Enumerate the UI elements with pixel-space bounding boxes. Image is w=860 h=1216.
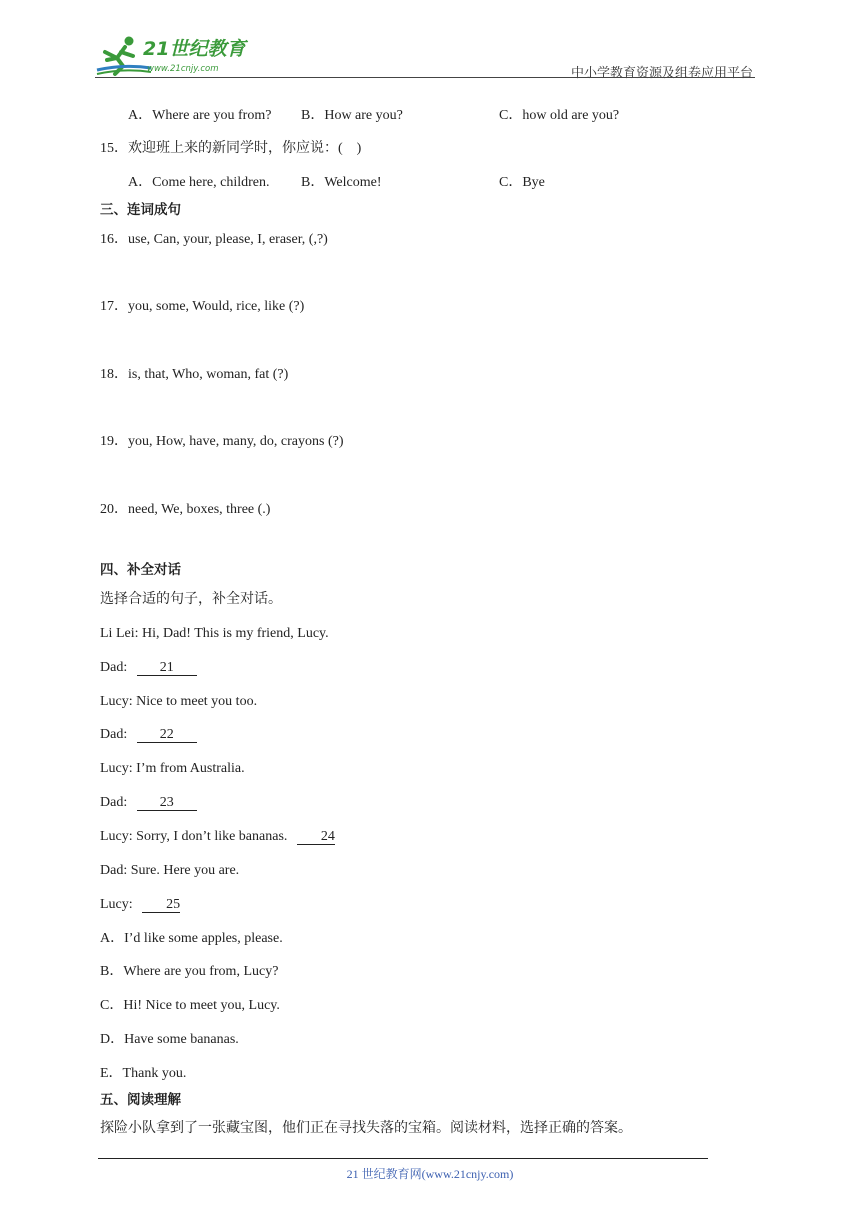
dialogue-line-dad-4: Dad: Sure. Here you are.: [100, 863, 240, 878]
section5-intro: 探险小队拿到了一张藏宝图，他们正在寻找失落的宝箱。阅读材料，选择正确的答案。: [100, 1121, 632, 1136]
speaker-label: Dad:: [100, 795, 128, 810]
dialogue-line-lucy-25: [100, 898, 180, 913]
q16-prompt: 16．use, Can, your, please, I, eraser, (,?): [100, 232, 328, 247]
q15-option-a: A．Come here, children.: [128, 175, 270, 190]
blank-23[interactable]: 23: [137, 796, 197, 811]
dialogue-line-lilei: Li Lei: Hi, Dad! This is my friend, Lucy.: [100, 626, 329, 641]
choice-d: D．Have some bananas.: [100, 1032, 239, 1047]
q14-option-a: A．Where are you from?: [128, 108, 272, 123]
footer-site-link[interactable]: 21 世纪教育网(www.21cnjy.com): [346, 1167, 514, 1181]
blank-21[interactable]: 21: [137, 661, 197, 676]
choice-b: B．Where are you from, Lucy?: [100, 964, 279, 979]
q15-option-c: C．Bye: [499, 175, 545, 190]
section4-title: 四、补全对话: [100, 562, 181, 578]
dialogue-line-lucy-2: Lucy: I’m from Australia.: [100, 761, 245, 776]
dialogue-line-dad-23: [100, 796, 197, 811]
q15-stem: 15．欢迎班上来的新同学时，你应说：( ): [100, 141, 362, 156]
blank-25[interactable]: 25: [142, 898, 180, 913]
q20-prompt: 20．need, We, boxes, three (.): [100, 502, 271, 517]
q19-prompt: 19．you, How, have, many, do, crayons (?): [100, 434, 344, 449]
dialogue-line-lucy-1: Lucy: Nice to meet you too.: [100, 694, 258, 709]
q17-prompt: 17．you, some, Would, rice, like (?): [100, 299, 305, 314]
q15-option-b: B．Welcome!: [301, 175, 382, 190]
section3-title: 三、连词成句: [100, 202, 181, 218]
speaker-label: Lucy:: [100, 897, 133, 912]
dialogue-line-dad-21: [100, 661, 197, 676]
q14-option-c: C．how old are you?: [499, 108, 620, 123]
choice-a: A．I’d like some apples, please.: [100, 931, 283, 946]
speaker-label: Dad:: [100, 660, 128, 675]
site-logo: [95, 34, 255, 78]
choice-c: C．Hi! Nice to meet you, Lucy.: [100, 998, 280, 1013]
section4-instruction: 选择合适的句子，补全对话。: [100, 592, 282, 607]
speaker-label: Dad:: [100, 727, 128, 742]
logo-url: www.21cnjy.com: [147, 64, 219, 74]
q14-option-b: B．How are you?: [301, 108, 403, 123]
section5-title: 五、阅读理解: [100, 1092, 181, 1108]
blank-22[interactable]: 22: [137, 728, 197, 743]
choice-e: E．Thank you.: [100, 1066, 187, 1081]
header-divider: [95, 77, 755, 78]
logo-title: 21世纪教育: [143, 38, 246, 60]
blank-24[interactable]: 24: [297, 830, 335, 845]
header-platform-name: 中小学教育资源及组卷应用平台: [570, 65, 753, 80]
q18-prompt: 18．is, that, Who, woman, fat (?): [100, 367, 289, 382]
footer-divider: [98, 1158, 708, 1159]
dialogue-line-dad-22: [100, 728, 197, 743]
dialogue-line-lucy-3: [100, 830, 335, 845]
dialogue-text: Lucy: Sorry, I don’t like bananas.: [100, 829, 288, 844]
